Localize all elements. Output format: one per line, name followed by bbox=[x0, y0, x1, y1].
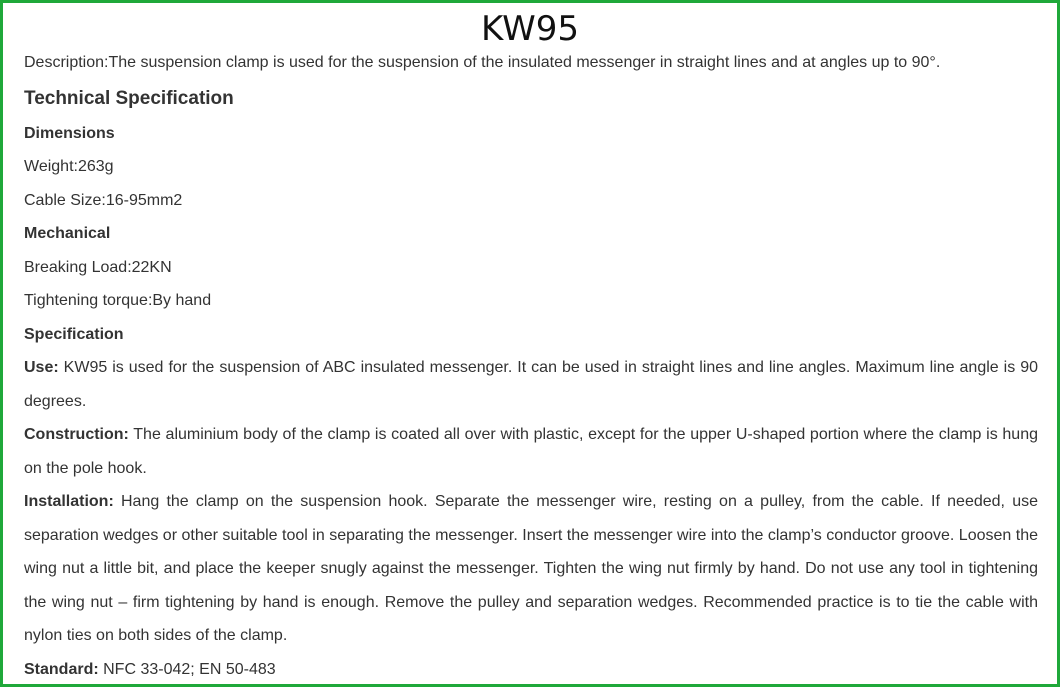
installation-paragraph bbox=[24, 485, 1038, 653]
construction-label: Construction: bbox=[24, 426, 129, 443]
construction-paragraph bbox=[24, 418, 1038, 485]
use-label: Use: bbox=[24, 359, 59, 376]
specification-heading: Specification bbox=[24, 325, 124, 343]
standard-paragraph bbox=[24, 653, 1038, 687]
use-text: KW95 is used for the suspension of ABC insulated messenger. It can be used in straight lines and line angles. Maximum line angle is 90 degrees. bbox=[24, 359, 1038, 410]
spec-content bbox=[24, 46, 1038, 686]
product-title: KW95 bbox=[481, 9, 579, 49]
tightening-torque-value: Tightening torque:By hand bbox=[24, 292, 212, 309]
breaking-load-value: Breaking Load:22KN bbox=[24, 258, 172, 276]
cable-size-value: Cable Size:16-95mm2 bbox=[24, 191, 183, 209]
description-text: Description:The suspension clamp is used for the suspension of the insulated messenger in straight lines and at angles up to 90°. bbox=[24, 54, 941, 71]
installation-label: Installation: bbox=[24, 493, 114, 510]
standard-text: NFC 33-042; EN 50-483 bbox=[98, 660, 276, 678]
weight-value: Weight:263g bbox=[24, 158, 114, 175]
installation-text: Hang the clamp on the suspension hook. Separate the messenger wire, resting on a pulley, from the cable. If needed, use separation wedges or other suitable tool in separating the messenger. Insert the messenger wire into the clamp’s conductor groove. Loosen the wing nut a little bit, and place the keeper snugly against the messenger. Tighten the wing nut firmly by hand. Do not use any tool in tightening the wing nut – firm tightening by hand is enough. Remove the pulley and separation wedges. Recommended practice is to tie the cable with nylon ties on both sides of the clamp. bbox=[24, 493, 1038, 644]
mechanical-heading: Mechanical bbox=[24, 225, 111, 242]
standard-label: Standard: bbox=[24, 660, 99, 678]
technical-specification-heading: Technical Specification bbox=[24, 87, 234, 109]
use-paragraph bbox=[24, 351, 1038, 418]
construction-text: The aluminium body of the clamp is coated all over with plastic, except for the upper U-shaped portion where the clamp is hung on the pole hook. bbox=[24, 426, 1038, 477]
dimensions-heading: Dimensions bbox=[24, 124, 115, 142]
